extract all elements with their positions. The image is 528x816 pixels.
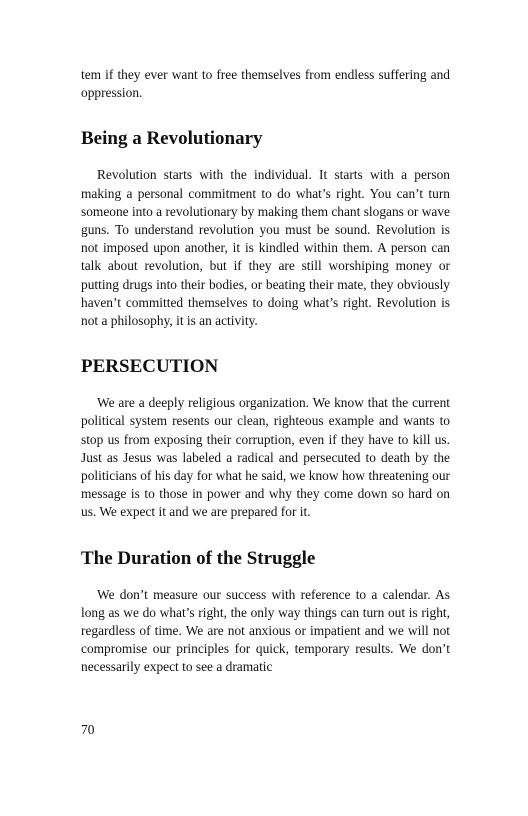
page-number: 70 (81, 722, 95, 737)
page-content (81, 66, 450, 677)
section-body-duration-of-struggle: We don’t measure our success with reference to a calendar. As long as we do what’s right, the only way things can turn out is right, regardless of time. We are not anxious or impatient and we will not compromise our principles for quick, temporary results. We don’t necessarily expect to see a dramatic (81, 586, 450, 675)
continuation-paragraph: tem if they ever want to free themselves from endless suffering and oppression. (81, 67, 450, 101)
section-heading-persecution: PERSECUTION (81, 356, 219, 378)
section-heading-duration-of-struggle: The Duration of the Struggle (81, 547, 316, 569)
section-body-being-a-revolutionary: Revolution starts with the individual. It starts with a person making a personal commitment to do what’s right. You can’t turn someone into a revolutionary by making them chant slogans or wave guns. To understand revolution you must be sound. Revolution is not imposed upon another, it is kindled within them. A person can talk about revolution, but if they are still worshiping money or putting drugs into their bodies, or beating their mate, they obviously haven’t committed themselves to doing what’s right. Revolution is not a philosophy, it is an activity. (81, 167, 450, 329)
section-body-persecution: We are a deeply religious organization. We know that the current political system resents our clean, righteous example and wants to stop us from exposing their corruption, even if they have to kill us. Just as Jesus was labeled a radical and persecuted to death by the politicians of his day for what he said, we know how threatening our message is to those in power and why they come down so hard on us. We expect it and we are prepared for it. (81, 395, 450, 520)
section-heading-being-a-revolutionary: Being a Revolutionary (81, 128, 263, 150)
